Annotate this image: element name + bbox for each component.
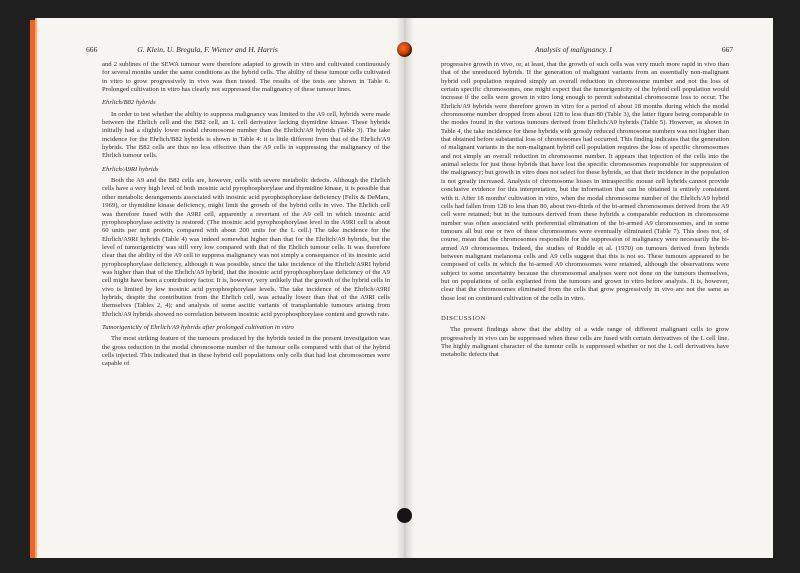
binding-hole-top (397, 42, 412, 57)
section-heading-ehrlich-a9ri: Ehrlich/A9RI hybrids (102, 165, 159, 173)
section-heading-tumorigenicity: Tumorigenicity of Ehrlich/A9 hybrids after prolonged cultivation in vitro (102, 323, 294, 331)
right-text-column (441, 61, 729, 360)
section-heading-ehrlich-b82: Ehrlich/B82 hybrids (102, 99, 156, 107)
left-running-title: G. Klein, U. Bregula, F. Wiener and H. Harris (137, 45, 278, 54)
discussion-text: The present findings show that the ability of a wide range of different malignant cells to grow progressively in vivo can be suppressed when these cells are fused with certain derivatives of the L cell line. The highly malignant character of the tumour cells is suppressed whether or not the L cell derivatives have metabolic defects that (441, 326, 729, 359)
right-paragraph-continuation: progressive growth in vivo, or, at least, that the growth of such cells was very much more rapid in vivo than that of the unreduced hybrids. If the generation of malignant variants from an essentially non-malignant hybrid cell population required simply an overall reduction in chromosome number and not the loss of certain specific chromosomes, one might expect that the tumorigenicity of the hybrid cell population would increase if the cells were grown in vitro long enough to permit substantial chromosome loss to occur. The Ehrlich/A9 hybrids were therefore grown in vitro for a period of about 18 months during which the modal chromosome number dropped from about 128 to less than 80 (Table 3), the latter figure being comparable to the modes found in the various tumours derived from Ehrlich/A9 hybrids (Table 5). However, as shown in Table 4, the take incidence for these hybrids with grossly reduced chromosome numbers was not higher than that obtained before substantial loss of chromosomes had occurred. This finding indicates that the generation of malignant variants in the non-malignant hybrid cell population requires the loss of specific chromosomes and not simply an overall reduction in chromosome number. It appears that injection of the cells into the animal selects for just those hybrids that have lost the specific chromosomes responsible for suppression of the malignancy; but growth in vitro does not select for these hybrids, so that their incidence in the population is not greatly increased. Analysis of chromosome losses in intraspecific mouse cell hybrids cannot provide conclusive evidence for this interpretation, but the information that can be obtained is entirely consistent with it. After 18 months' cultivation in vitro, when the modal chromosome number of the Ehrlich/A9 hybrid cells had fallen from 128 to less than 80, about two-thirds of the bi-armed chromosomes derived from the A9 cell were retained; but in the tumours derived from these hybrids a comparable reduction in chromosome number was often associated with preferential elimination of the bi-armed A9 chromosomes, and in some tumours all but one or two of these chromosomes were eventually eliminated (Table 7). This does not, of course, mean that the chromosomes responsible for the suppression of malignancy were necessarily the bi-armed A9 chromosomes. Indeed, the studies of Ruddle et al. (1970) on tumours derived from hybrids between malignant melanoma cells and A9 cells suggest that this is not so. These tumours appeared to be composed of cells in which the bi-armed A9 chromosomes were retained, although the observations were subject to some uncertainty because the chromosomal analyses were not done on the tumours themselves, but on populations of cells explanted from the tumours and grown in vitro before analysis. It is, however, clear that the chromosomes eliminated from the cells that grow progressively in vivo are not the same as those lost on continued cultivation of the cells in vitro. (441, 61, 729, 302)
left-running-head (86, 45, 278, 54)
right-running-title: Analysis of malignancy. I (535, 45, 612, 54)
left-opening-paragraph: and 2 sublines of the SEWA tumour were therefore adapted to growth in vitro and cultivated continuously for several months under the same conditions as the hybrid cells. The ability of these tumour cells cultivated in vitro to grow progressively in vivo was then tested. The results of the tests are shown in Table 6. Prolonged cultivation in vitro has clearly not suppressed the malignancy of these tumour lines. (102, 61, 390, 94)
section-text-ehrlich-a9ri: Both the A9 and the B82 cells are, however, cells with severe metabolic defects. Although the Ehrlich cells have a very high level of both inosinic acid pyrophosphorylase and thymidine kinase, it is possible that other metabolic derangements associated with inosinic acid pyrophosphorylase deficiency (Felix & DeMars, 1969), or thymidine kinase deficiency, might limit the growth of the hybrid cells in vivo. The Ehrlich cell was therefore fused with the A9RI cell, apparently a revertant of the A9 cell in which inosinic acid pyrophosphorylase activity is restored. (The inosinic acid pyrophosphorylase level in the A9RI cell is about 60 units per unit protein, compared with about 200 units for the L cell.) The take incidence for the Ehrlich/A9RI hybrids (Table 4) was indeed somewhat higher than that for the Ehrlich/A9 hybrids, but the level of tumorigenicity was still very low compared with that of the Ehrlich tumour cells. It was therefore clear that the ability of the A9 cell to suppress malignancy was not simply a consequence of its inosinic acid pyrophosphorylase deficiency, although it was possible, since the take incidence of the Ehrlich/A9RI hybrid was higher than that of the Ehrlich/A9 hybrid, that the inosinic acid pyrophosphorylase deficiency of the A9 cell might have been a contributory factor. It is, however, very unlikely that the growth of the hybrid cells in vivo is limited by low inosinic acid pyrophosphorylase levels. The take incidence of the Ehrlich/A9RI hybrids, despite the contribution from the Ehrlich cell, was actually lower than that of the A9RI cells themselves (Tables 2, 4); and analysis of some ascitic variants of transplantable tumours arising from Ehrlich/A9 hybrids showed no correlation between inosinic acid pyrophosphorylase content and growth rate. (102, 177, 390, 318)
left-page-number: 666 (86, 45, 98, 54)
discussion-heading: DISCUSSION (441, 314, 486, 322)
right-page (405, 18, 773, 558)
binding-hole-bottom (397, 508, 412, 523)
right-page-number: 667 (721, 45, 734, 54)
left-page (37, 18, 405, 558)
section-text-ehrlich-b82: In order to test whether the ability to suppress malignancy was limited to the A9 cell, hybrids were made between the Ehrlich cell and the B82 cell, an L cell derivative lacking thymidine kinase. These hybrids initially had a slightly lower modal chromosome number than the Ehrlich/A9 hybrids (Table 3). The take incidence for the Ehrlich/B82 hybrids is shown in Table 4: it is little different from that of the Ehrlich/A9 hybrids. The B82 cells are thus no less effective than the A9 cells in suppressing the malignancy of the Ehrlich tumour cells. (102, 110, 390, 160)
right-running-head (535, 45, 733, 54)
left-text-column (102, 61, 390, 369)
section-text-tumorigenicity: The most striking feature of the tumours produced by the hybrids tested in the present investigation was the gross reduction in the modal chromosome number of the tumour cells compared with that of the hybrid cells injected. This indicated that in these hybrid cell populations only cells that had lost chromosomes were capable of (102, 335, 390, 368)
